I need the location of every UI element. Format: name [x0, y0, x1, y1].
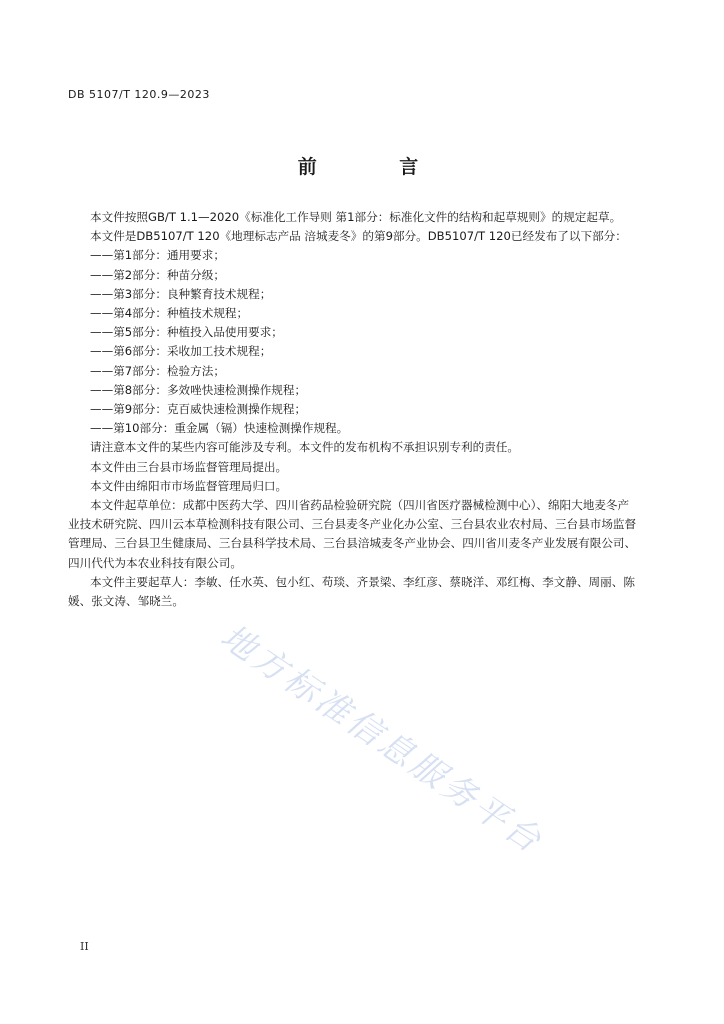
list-item: ——第2部分：种苗分级； [90, 267, 225, 282]
paragraph-drafting-units: 本文件起草单位：成都中医药大学、四川省药品检验研究院（四川省医疗器械检测中心）、绵阳大地麦冬产业技术研究院、四川云本草检测科技有限公司、三台县麦冬产业化办公室、三台县农业农村局、三台县市场监督管理局、三台县卫生健康局、三台县科学技术局、三台县涪城麦冬产业协会、四川省川麦冬产业发展有限公司、四川代代为本农业科技有限公司。 [68, 498, 637, 570]
foreword-body [68, 208, 640, 611]
parts-list [90, 246, 640, 438]
watermark-text: 地方标准信息服务平台 [213, 616, 551, 863]
paragraph-administrator: 本文件由绵阳市市场监督管理局归口。 [90, 478, 288, 493]
document-code: DB 5107/T 120.9—2023 [68, 88, 210, 101]
paragraph-drafters: 本文件主要起草人：李敏、任水英、包小红、苟琰、齐景梁、李红彦、蔡晓洋、邓红梅、李文静、周丽、陈媛、张文涛、邹晓兰。 [68, 574, 635, 609]
list-item: ——第4部分：种植技术规程； [90, 306, 249, 321]
paragraph-patent-notice: 请注意本文件的某些内容可能涉及专利。本文件的发布机构不承担识别专利的责任。 [90, 440, 519, 455]
paragraph-series-intro: 本文件是DB5107/T 120《地理标志产品 涪城麦冬》的第9部分。DB5107/T 120已经发布了以下部分： [90, 229, 627, 244]
list-item: ——第1部分：通用要求； [90, 248, 225, 263]
list-item: ——第8部分：多效唑快速检测操作规程； [90, 382, 307, 397]
list-item: ——第6部分：采收加工技术规程； [90, 344, 272, 359]
list-item: ——第5部分：种植投入品使用要求； [90, 325, 283, 340]
page-title: 前 言 [297, 156, 457, 178]
list-item: ——第7部分：检验方法； [90, 363, 225, 378]
list-item: ——第9部分：克百威快速检测操作规程； [90, 402, 307, 417]
list-item: ——第10部分：重金属（镉）快速检测操作规程。 [90, 421, 349, 436]
paragraph-proposer: 本文件由三台县市场监督管理局提出。 [90, 459, 288, 474]
list-item: ——第3部分：良种繁育技术规程； [90, 286, 272, 301]
page-number: II [80, 940, 89, 953]
paragraph-drafting-rules: 本文件按照GB/T 1.1—2020《标准化工作导则 第1部分：标准化文件的结构和起草规则》的规定起草。 [90, 210, 622, 224]
